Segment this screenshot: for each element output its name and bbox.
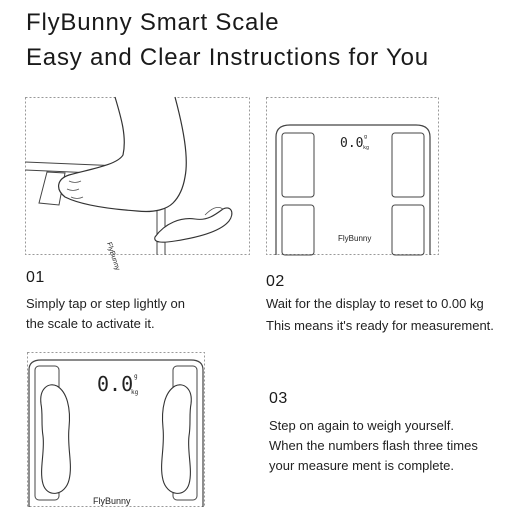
electrode-top-right — [392, 133, 424, 197]
display-digits: 0.0 — [340, 136, 364, 151]
display-digits: 0.0 — [97, 372, 134, 396]
left-foot — [41, 385, 71, 494]
display-unit: kg — [131, 389, 139, 396]
page-title: FlyBunny Smart Scale — [26, 9, 280, 36]
electrode-bottom-left — [282, 205, 314, 255]
second-foot — [155, 208, 232, 242]
electrode-top-left — [282, 133, 314, 197]
foot-outline — [59, 97, 187, 212]
scale-display-illustration — [266, 97, 439, 255]
scale-brand-label: FlyBunny — [105, 241, 121, 272]
panel-border — [267, 98, 439, 255]
step-2-number: 02 — [266, 273, 285, 290]
page-subtitle: Easy and Clear Instructions for You — [26, 44, 429, 71]
step-1-text-line: the scale to activate it. — [26, 316, 155, 331]
step-1-illustration — [25, 97, 250, 272]
display-sup: g — [364, 134, 368, 140]
right-foot — [162, 385, 192, 494]
electrode-bottom-right — [392, 205, 424, 255]
step-2-text-line: Wait for the display to reset to 0.00 kg — [266, 296, 484, 311]
step-1-number: 01 — [26, 269, 45, 286]
step-3-number: 03 — [269, 390, 288, 407]
scale-brand-label: FlyBunny — [338, 234, 372, 243]
step-1-text-line: Simply tap or step lightly on — [26, 296, 185, 311]
step-2-illustration — [266, 97, 439, 255]
feet-on-scale-illustration — [27, 352, 205, 507]
step-3-text-line: When the numbers flash three times — [269, 438, 478, 453]
display-sup: g — [134, 373, 138, 380]
step-3-illustration — [27, 352, 205, 507]
scale-brand-label: FlyBunny — [93, 496, 131, 506]
foot-tap-scale-illustration — [25, 97, 250, 272]
display-unit: kg — [363, 145, 370, 151]
step-3-text-line: your measure ment is complete. — [269, 458, 454, 473]
step-2-text-line: This means it's ready for measurement. — [266, 318, 494, 333]
step-3-text-line: Step on again to weigh yourself. — [269, 418, 455, 433]
